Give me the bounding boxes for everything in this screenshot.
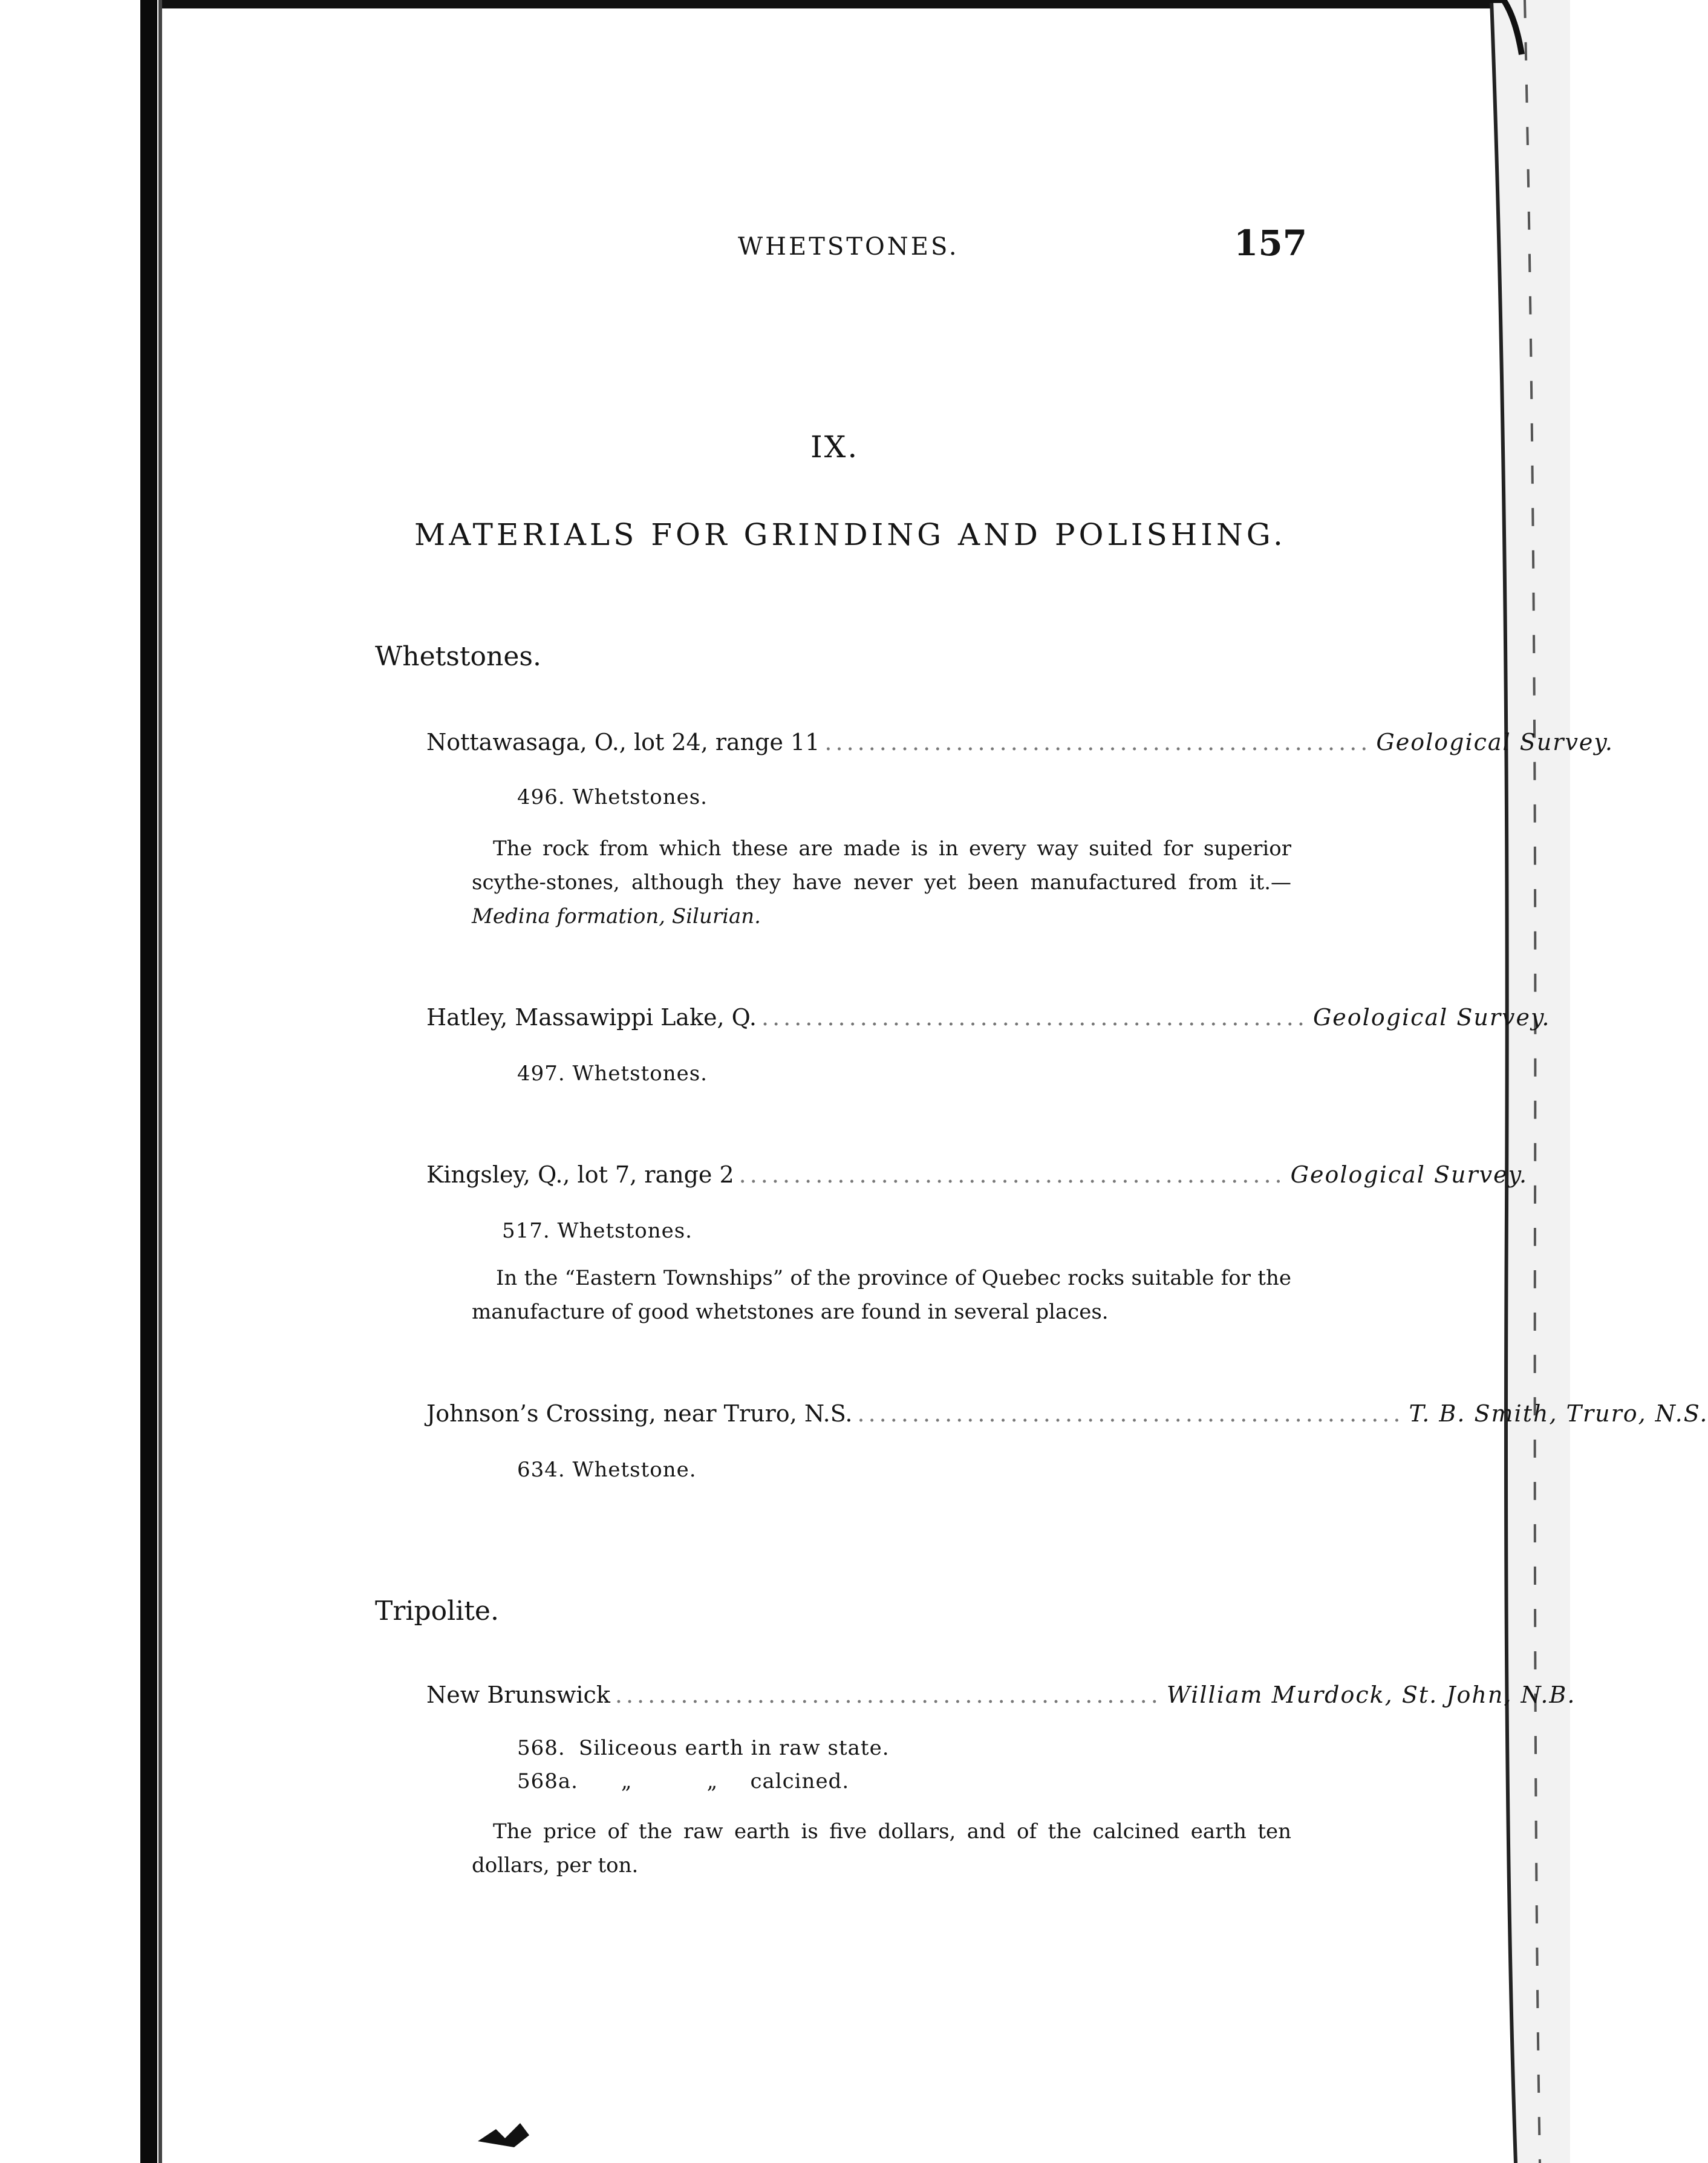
specimen-text: Siliceous earth in raw state. bbox=[578, 1736, 890, 1760]
chapter-number: IX. bbox=[810, 429, 859, 465]
ditto-mark: „ bbox=[621, 1769, 633, 1793]
chapter-title: MATERIALS FOR GRINDING AND POLISHING. bbox=[414, 517, 1286, 552]
entry-place: Hatley, Massawippi Lake, Q. bbox=[426, 1004, 757, 1031]
entry-place: Johnson’s Crossing, near Truro, N.S. bbox=[426, 1400, 853, 1427]
entry-note bbox=[472, 1815, 1291, 1882]
entry-note bbox=[472, 832, 1291, 933]
note-formation: Medina formation, Silurian. bbox=[472, 904, 761, 928]
running-title: WHETSTONES. bbox=[738, 233, 959, 261]
specimen-line: 517. Whetstones. bbox=[502, 1219, 693, 1243]
section-heading: Whetstones. bbox=[375, 641, 541, 672]
specimen-line bbox=[517, 1769, 849, 1793]
specimen-text: calcined. bbox=[750, 1769, 850, 1793]
leader-dots: .................................................. bbox=[761, 1004, 1308, 1031]
page-curl-edge bbox=[1479, 0, 1570, 2163]
entry-line bbox=[426, 1161, 1528, 1188]
binding-edge bbox=[140, 0, 157, 2163]
specimen-line: 496. Whetstones. bbox=[517, 785, 708, 809]
entry-source: Geological Survey. bbox=[1290, 1161, 1528, 1188]
page-number: 157 bbox=[1234, 223, 1308, 264]
ink-speck bbox=[472, 2117, 544, 2153]
note-text: In the “Eastern Townships” of the province of Quebec rocks suitable for the manufacture of good whetstones are found in several places. bbox=[472, 1266, 1291, 1324]
entry-source: Geological Survey. bbox=[1376, 729, 1614, 755]
entry-line bbox=[426, 729, 1614, 755]
page-top-edge bbox=[162, 0, 1505, 8]
note-text: The rock from which these are made is in every way suited for superior scythe-stones, although they have never yet been manufactured from it.— bbox=[472, 837, 1291, 895]
entry-place: New Brunswick bbox=[426, 1682, 610, 1708]
entry-place: Kingsley, Q., lot 7, range 2 bbox=[426, 1161, 734, 1188]
specimen-number: 568. bbox=[517, 1736, 566, 1760]
entry-line bbox=[426, 1400, 1708, 1427]
ditto-mark: „ bbox=[706, 1769, 719, 1793]
leader-dots: .................................................. bbox=[738, 1161, 1286, 1188]
specimen-line bbox=[517, 1736, 890, 1760]
scan-margin bbox=[0, 0, 136, 2163]
leader-dots: .................................................. bbox=[614, 1682, 1162, 1708]
entry-note bbox=[472, 1261, 1291, 1329]
leader-dots: .................................................. bbox=[857, 1400, 1404, 1427]
binding-edge-shadow bbox=[158, 0, 162, 2163]
entry-source: Geological Survey. bbox=[1312, 1004, 1551, 1031]
entry-line bbox=[426, 1682, 1576, 1708]
entry-line bbox=[426, 1004, 1551, 1031]
specimen-number: 568a. bbox=[517, 1769, 578, 1793]
specimen-line: 634. Whetstone. bbox=[517, 1458, 697, 1482]
specimen-line: 497. Whetstones. bbox=[517, 1062, 708, 1086]
entry-source: William Murdock, St. John, N.B. bbox=[1166, 1682, 1576, 1708]
entry-source: T. B. Smith, Truro, N.S. bbox=[1409, 1400, 1708, 1427]
section-heading: Tripolite. bbox=[375, 1596, 499, 1626]
note-text: The price of the raw earth is five dollars, and of the calcined earth ten dollars, per ton. bbox=[472, 1819, 1291, 1878]
leader-dots: .................................................. bbox=[824, 729, 1372, 755]
entry-place: Nottawasaga, O., lot 24, range 11 bbox=[426, 729, 820, 755]
